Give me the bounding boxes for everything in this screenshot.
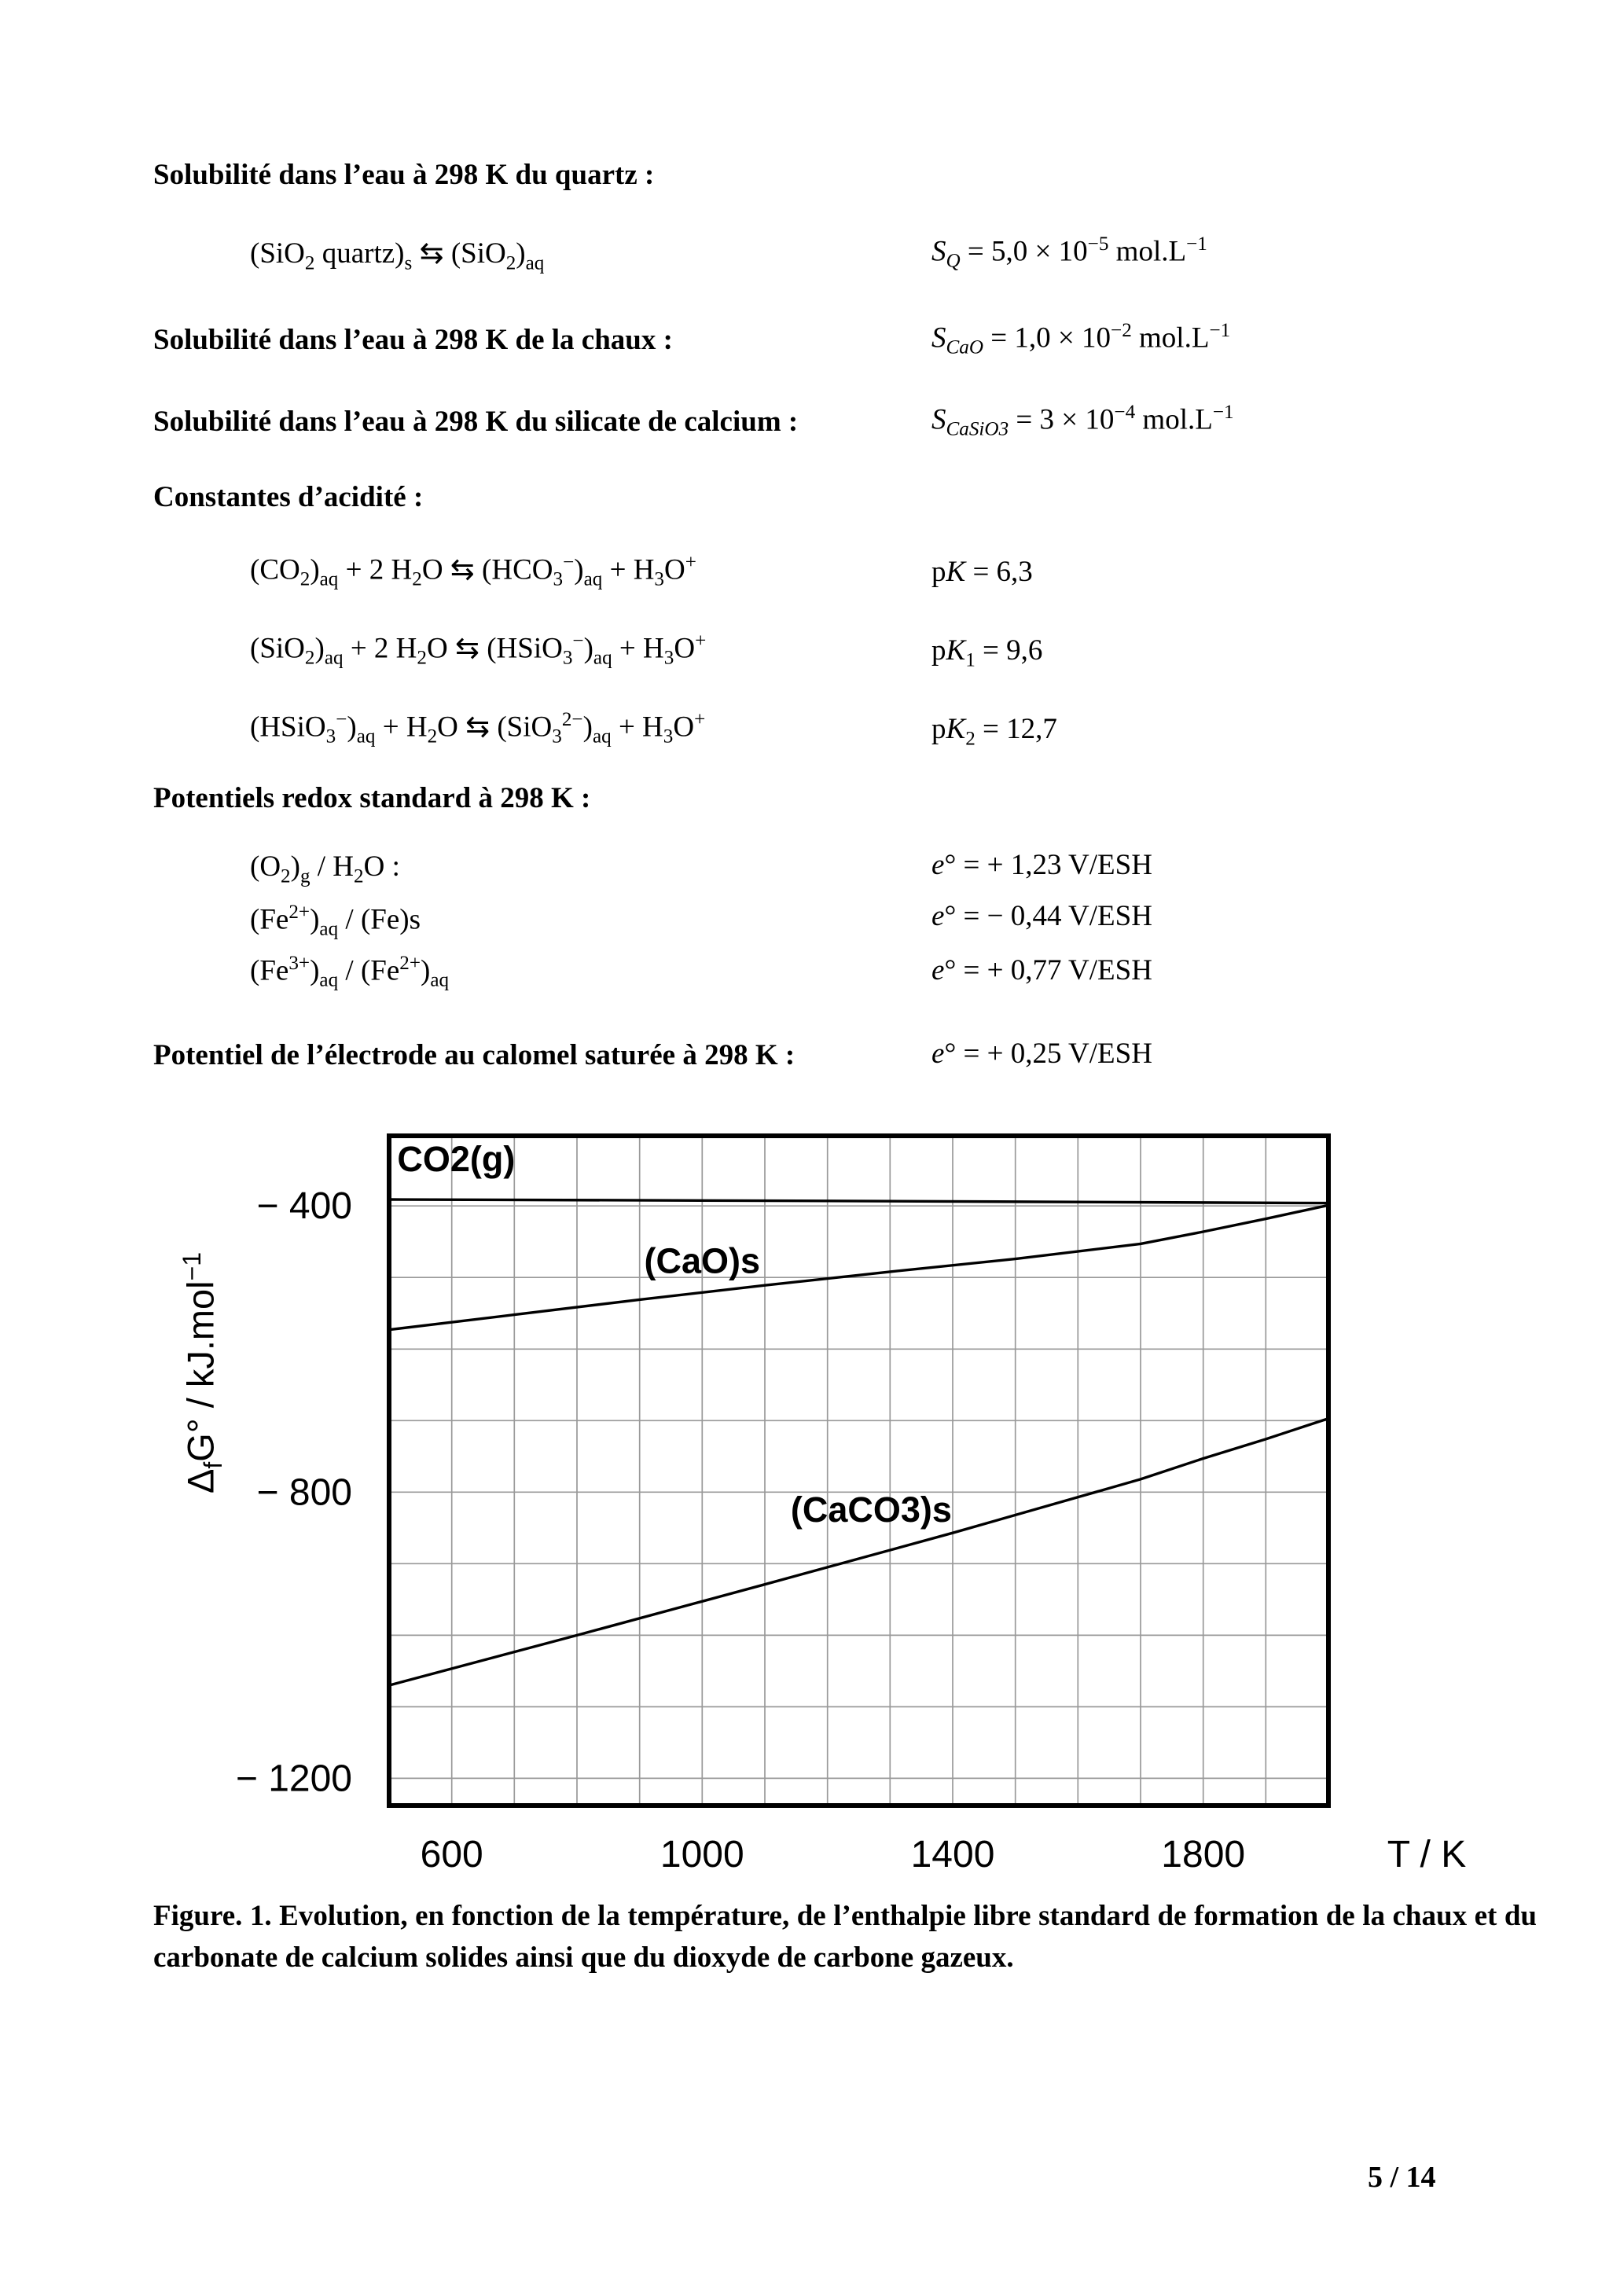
heading-acidity-constants: Constantes d’acidité : [153, 481, 424, 513]
page-number: 5 / 14 [1368, 2161, 1436, 2194]
heading-calomel-electrode: Potentiel de l’électrode au calomel saturée à 298 K : [153, 1039, 795, 1071]
svg-text:− 1200: − 1200 [235, 1758, 352, 1800]
couple-fe2-fe: $(Fe^{2+})_{aq} / (Fe)s$ [250, 902, 421, 940]
chart-curve-labels [397, 1139, 952, 1530]
curve-0-co2g [389, 1199, 1328, 1203]
chart-x-axis-title: T / K [1387, 1834, 1467, 1875]
curve-2-caco3s [389, 1419, 1328, 1686]
heading-redox-potentials: Potentiels redox standard à 298 K : [153, 782, 591, 814]
heading-solubility-chaux: Solubilité dans l’eau à 298 K de la chaux : [153, 324, 673, 356]
svg-text:(CaCO3)s: (CaCO3)s [790, 1490, 952, 1530]
svg-text:1800: 1800 [1161, 1834, 1246, 1875]
chart-gridlines [389, 1136, 1328, 1806]
heading-solubility-silicate: Solubilité dans l’eau à 298 K du silicate de calcium : [153, 406, 799, 438]
figure1-caption: Figure. 1. Evolution, en fonction de la température, de l’enthalpie libre standard de formation de la chaux et du carbonate de calcium solides ainsi que du dioxyde de carbone gazeux. [153, 1900, 1537, 1974]
couple-fe3-fe2: $(Fe^{3+})_{aq} / (Fe^{2+})_{aq}$ [250, 953, 450, 991]
chart-plot-border [389, 1136, 1328, 1806]
value-pk-co2: pK = 6,3 [931, 556, 1033, 588]
chart-canvas [0, 1100, 1624, 1934]
value-solubility-silicate: $S_{CaSiO3} = 3 \times 10^{-4}$ $mol.L^{-1}$ [931, 402, 1234, 440]
value-e0-fe2-fe: e° = − 0,44 V/ESH [931, 900, 1152, 932]
value-e0-fe3-fe2: e° = + 0,77 V/ESH [931, 954, 1152, 986]
equation-acidity-sio2: $(SiO_2)_{aq} + 2$ $H_2O$ ⇆ $(HSiO_3^-)_{aq} + H_3O^+$ [250, 630, 707, 669]
equation-quartz-dissolution: (SiO$_2$ $quartz)_s$ ⇆ $(SiO_2)_{aq}$ [250, 237, 545, 274]
value-solubility-chaux: $S_{CaO} = 1,0 \times 10^{-2}$ $mol.L^{-1}$ [931, 320, 1231, 358]
couple-o2-h2o: $(O_2)_g / H_2O$ : [250, 850, 400, 887]
value-e0-calomel: e° = + 0,25 V/ESH [931, 1038, 1152, 1070]
chart-x-tick-labels [421, 1834, 1467, 1875]
chart-y-axis-title: $\Delta_fG^\circ / kJ.mol^{-1}$ [178, 1251, 228, 1493]
value-pk2-hsio3: $pK_2 = 12,7$ [931, 713, 1057, 750]
equation-acidity-hsio3: $(HSiO_3^-)_{aq} + H_2O$ ⇆ $(SiO_3^{2-})_{aq} + H_3O^+$ [250, 709, 706, 748]
svg-text:1400: 1400 [910, 1834, 995, 1875]
figure1-chart [0, 1100, 1624, 1934]
equation-acidity-co2: $(CO_2)_{aq} + 2$ $H_2O$ ⇆ $(HCO_3^-)_{aq} + H_3O^+$ [250, 552, 696, 590]
value-pk1-sio2: $pK_1 = 9,6$ [931, 634, 1043, 671]
svg-text:− 800: − 800 [256, 1471, 352, 1514]
svg-text:600: 600 [420, 1834, 483, 1875]
curve-1-caos [389, 1205, 1328, 1329]
svg-text:− 400: − 400 [256, 1185, 352, 1228]
chart-y-tick-labels [236, 1185, 352, 1799]
heading-solubility-quartz: Solubilité dans l’eau à 298 K du quartz : [153, 159, 655, 191]
value-solubility-quartz: $S_Q = 5,0 \times 10^{-5}$ $mol.L^{-1}$ [931, 233, 1207, 272]
chart-curves [389, 1199, 1328, 1685]
svg-text:CO2(g): CO2(g) [397, 1139, 516, 1179]
svg-text:1000: 1000 [660, 1834, 744, 1875]
value-e0-o2-h2o: e° = + 1,23 V/ESH [931, 849, 1152, 881]
svg-text:(CaO)s: (CaO)s [644, 1240, 761, 1281]
